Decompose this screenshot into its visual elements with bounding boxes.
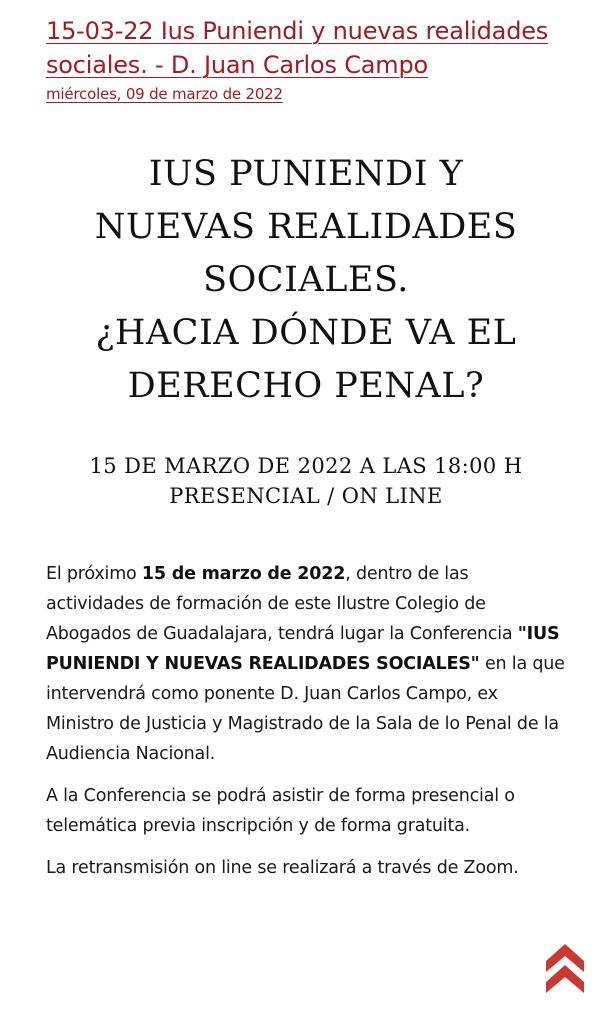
headline-line: ¿HACIA DÓNDE VA EL	[95, 313, 517, 353]
headline-line: IUS PUNIENDI Y	[148, 154, 464, 194]
paragraph-text: El próximo	[46, 564, 142, 584]
post-title-link[interactable]: 15-03-22 Ius Puniendi y nuevas realidades sociales. - D. Juan Carlos Campo	[46, 17, 549, 79]
conference-title-bold: "IUS PUNIENDI Y NUEVAS REALIDADES SOCIALES"	[46, 624, 560, 674]
headline-line: SOCIALES.	[203, 260, 409, 300]
event-headline	[46, 148, 566, 413]
double-chevron-up-icon	[546, 944, 584, 994]
scroll-to-top-button[interactable]	[546, 944, 584, 994]
event-datetime: 15 DE MARZO DE 2022 A LAS 18:00 H	[89, 454, 523, 478]
headline-line: DERECHO PENAL?	[127, 366, 485, 406]
headline-line: NUEVAS REALIDADES	[94, 207, 518, 247]
attendance-paragraph: A la Conferencia se podrá asistir de forma presencial o telemática previa inscripción y de forma gratuita.	[46, 786, 515, 836]
event-date-mode	[46, 451, 566, 511]
streaming-paragraph: La retransmisión on line se realizará a través de Zoom.	[46, 858, 519, 878]
event-modality: PRESENCIAL / ON LINE	[169, 484, 443, 508]
event-date-bold: 15 de marzo de 2022	[141, 564, 346, 584]
article	[46, 14, 566, 883]
post-date-link[interactable]: miércoles, 09 de marzo de 2022	[46, 85, 283, 103]
paragraph-text: , dentro de las actividades de formación de este Ilustre Colegio de Abogados de Guadalajara, tendrá lugar la Conferencia	[46, 564, 518, 644]
paragraph-text: en la que intervendrá como ponente D. Juan Carlos Campo, ex Ministro de Justicia y Magistrado de la Sala de lo Penal de la Audiencia Nacional.	[46, 654, 565, 764]
intro-paragraph	[46, 559, 566, 769]
